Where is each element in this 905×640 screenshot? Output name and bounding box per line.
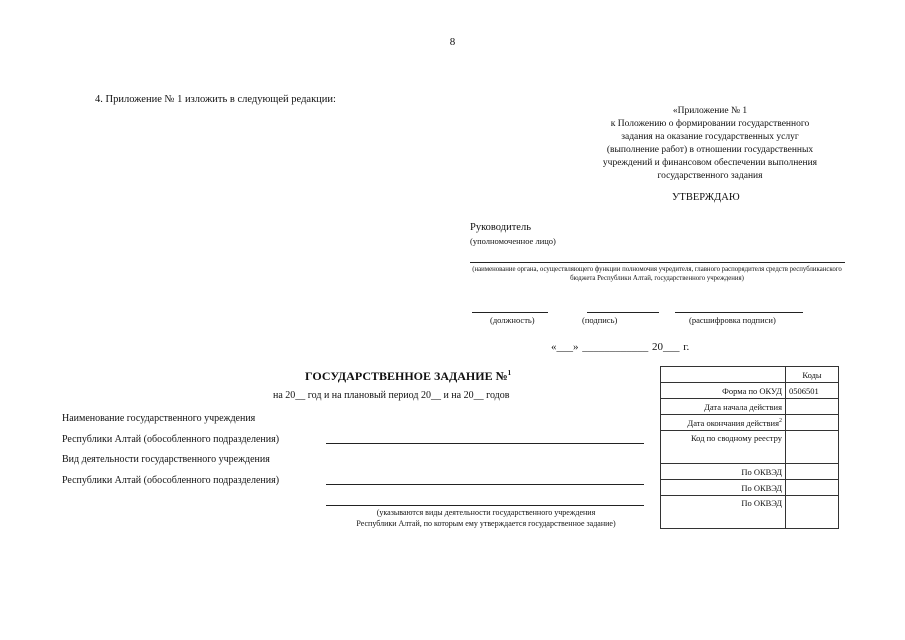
head-subtitle: (уполномоченное лицо) [470,236,556,246]
year-line: на 20__ год и на плановый период 20__ и на 20__ годов [273,390,510,401]
decoding-line[interactable] [675,312,803,313]
activity-line-1[interactable] [326,484,644,485]
codes-header-row [661,367,839,383]
signature-caption: (подпись) [582,315,618,325]
activity-type-label: Вид деятельности государственного учреждения [62,454,270,465]
document-title: ГОСУДАРСТВЕННОЕ ЗАДАНИЕ №$^1$ [305,369,512,383]
code-value[interactable] [786,399,839,415]
code-value[interactable] [786,464,839,480]
approve-heading: УТВЕРЖДАЮ [672,192,740,203]
appendix-line: «Приложение № 1 [672,106,748,116]
appendix-line: (выполнение работ) в отношении государственных [606,145,814,155]
institution-name-line[interactable] [326,443,644,444]
signature-line[interactable] [587,312,659,313]
appendix-line: к Положению о формировании государственного [610,119,810,129]
code-label: Дата окончания действия$^2$ [661,415,786,431]
appendix-line: государственного задания [657,171,763,181]
table-row [661,480,839,496]
codes-header-spacer [661,367,786,383]
code-footnote: 2 [779,417,782,424]
code-value[interactable] [786,431,839,464]
code-label: Форма по ОКУД [661,383,786,399]
code-label: По ОКВЭД [661,496,786,529]
title-footnote: 1 [507,369,512,377]
codes-header: Коды [786,367,839,383]
table-row [661,496,839,529]
activity-subdivision-label: Республики Алтай (обособленного подразделения) [62,475,280,486]
table-row [661,431,839,464]
code-label: Дата начала действия [661,399,786,415]
code-label: По ОКВЭД [661,480,786,496]
org-name-line[interactable] [470,262,845,263]
table-row [661,399,839,415]
section-4-text: 4. Приложение № 1 изложить в следующей редакции: [95,94,336,105]
table-row [661,415,839,431]
code-label: По ОКВЭД [661,464,786,480]
activity-caption-line: (указываются виды деятельности государственного учреждения [376,508,596,517]
approval-date[interactable]: «___» ____________ 20___ г. [551,341,690,353]
activity-line-2[interactable] [326,505,644,506]
codes-table [660,366,839,529]
code-value[interactable] [786,480,839,496]
position-line[interactable] [472,312,548,313]
appendix-header [560,105,860,183]
activity-caption [300,507,672,529]
table-row [661,383,839,399]
position-caption: (должность) [490,315,535,325]
institution-subdivision-label: Республики Алтай (обособленного подразделения) [62,434,280,445]
appendix-line: задания на оказание государственных услуг [621,132,799,142]
appendix-line: учреждений и финансовом обеспечении выполнения [602,158,818,168]
activity-caption-line: Республики Алтай, по которым ему утверждается государственное задание) [356,519,616,528]
decoding-caption: (расшифровка подписи) [689,315,776,325]
table-row [661,464,839,480]
code-value[interactable] [786,496,839,529]
code-value[interactable] [786,415,839,431]
page-number: 8 [449,36,456,48]
code-label: Код по сводному реестру [661,431,786,464]
head-title: Руководитель [470,222,531,233]
org-caption: (наименование органа, осуществляющего функции полномочия учредителя, главного распорядителя средств республиканского бюджета Республики Алтай, государственного учреждения) [472,266,842,282]
code-value[interactable]: 0506501 [786,383,839,399]
institution-name-label: Наименование государственного учреждения [62,413,256,424]
